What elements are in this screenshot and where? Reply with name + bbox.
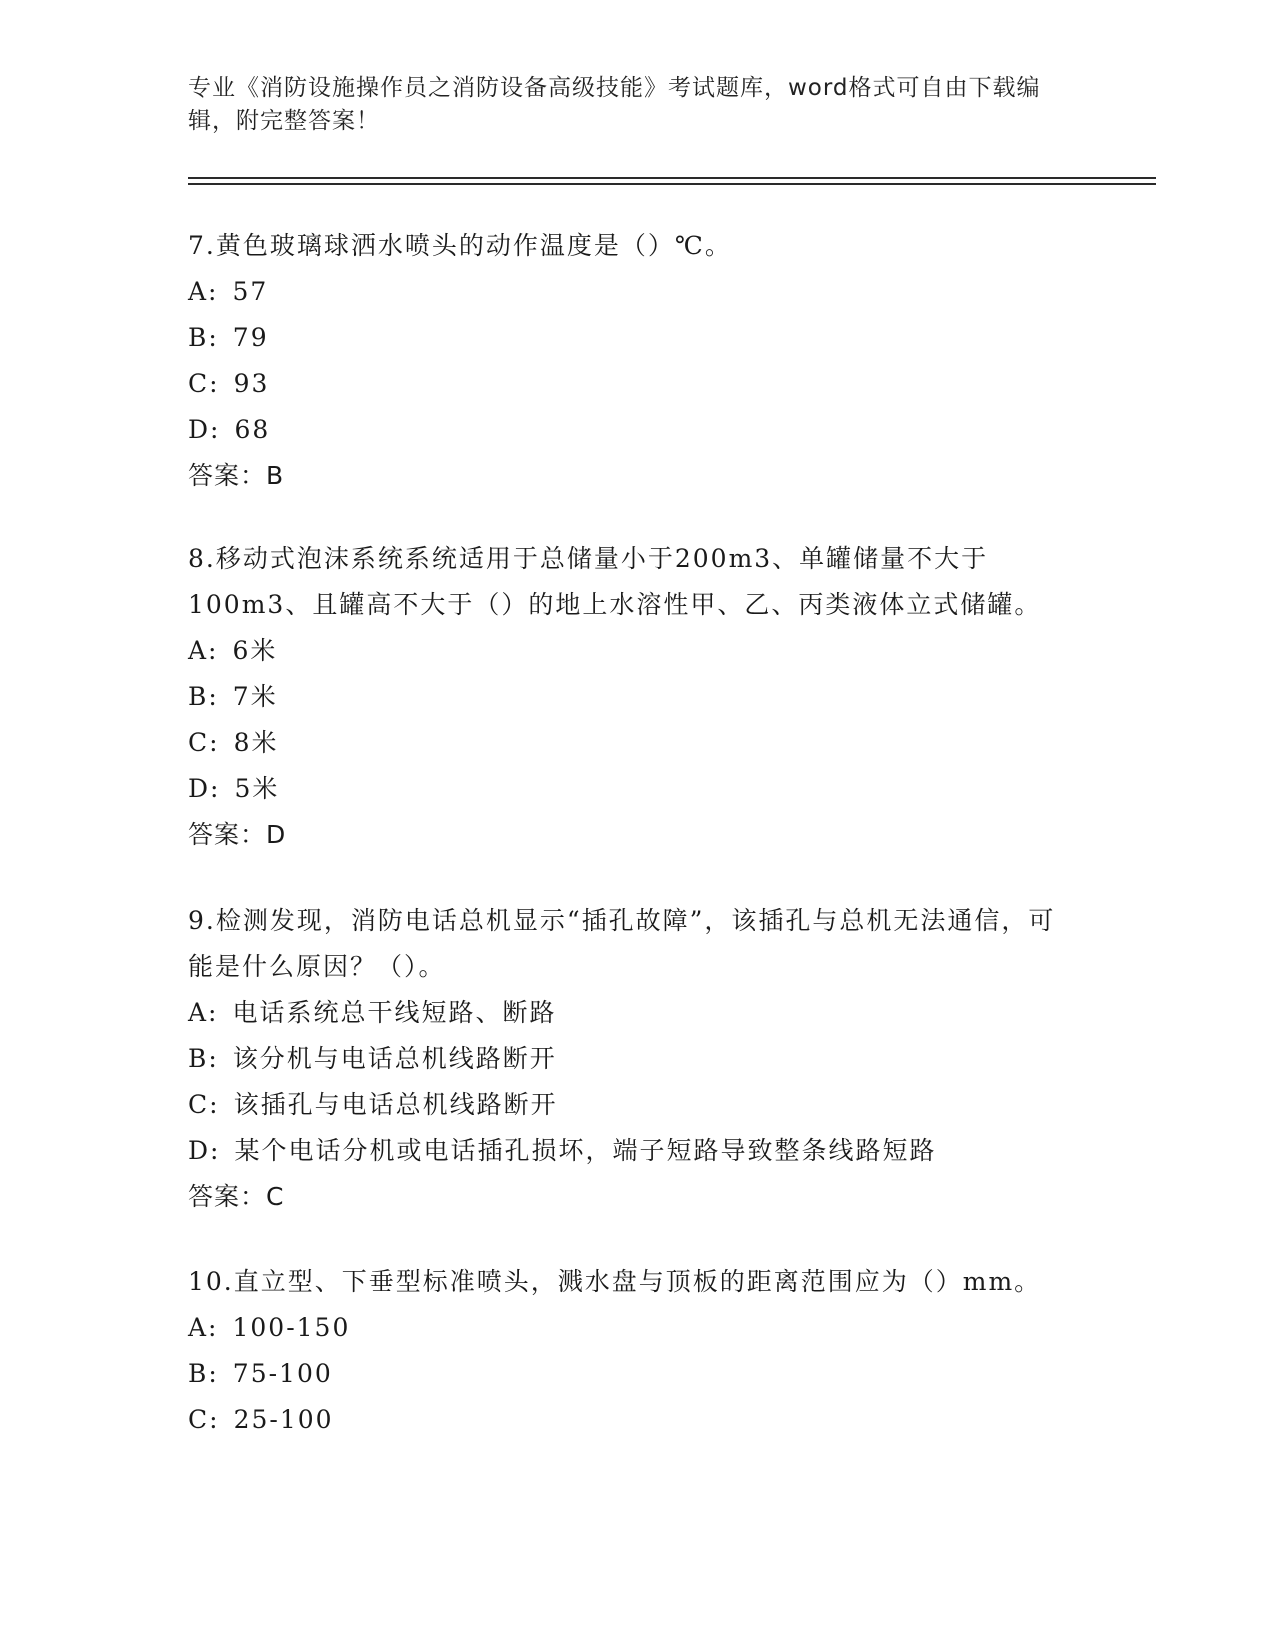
option-key: A: <box>188 636 219 665</box>
option-value: 57 <box>232 277 269 306</box>
option-key: C: <box>188 1090 220 1119</box>
question-text: 10.直立型、下垂型标准喷头，溅水盘与顶板的距离范围应为（）mm。 <box>188 1267 1042 1296</box>
option-value: 电话系统总干线短路、断路 <box>232 998 557 1027</box>
option-value: 75-100 <box>232 1359 333 1388</box>
option-d <box>188 1128 1068 1174</box>
header-note: 专业《消防设施操作员之消防设备高级技能》考试题库，word格式可自由下载编辑，附完整答案！ <box>188 75 1041 134</box>
option-key: C: <box>188 728 220 757</box>
option-value: 5米 <box>234 774 280 803</box>
option-value: 68 <box>234 415 271 444</box>
option-d <box>188 766 1068 812</box>
option-value: 25-100 <box>233 1405 334 1434</box>
option-a <box>188 1305 1068 1351</box>
option-value: 某个电话分机或电话插孔损坏，端子短路导致整条线路短路 <box>234 1136 937 1165</box>
option-key: C: <box>188 1405 220 1434</box>
question-text: 9.检测发现，消防电话总机显示“插孔故障”，该插孔与总机无法通信，可能是什么原因？（）。 <box>188 906 1056 981</box>
option-value: 该分机与电话总机线路断开 <box>232 1044 557 1073</box>
option-key: B: <box>188 1359 219 1388</box>
option-c <box>188 720 1068 766</box>
option-key: D: <box>188 415 221 444</box>
option-key: A: <box>188 1313 219 1342</box>
option-key: D: <box>188 774 221 803</box>
option-value: 100-150 <box>232 1313 351 1342</box>
option-key: D: <box>188 1136 221 1165</box>
option-key: B: <box>188 323 219 352</box>
option-c <box>188 361 1068 407</box>
question-8 <box>188 536 1068 858</box>
option-b <box>188 1036 1068 1082</box>
option-a <box>188 990 1068 1036</box>
option-d <box>188 407 1068 453</box>
answer: 答案：C <box>188 1182 285 1211</box>
question-10 <box>188 1259 1068 1443</box>
option-key: A: <box>188 998 219 1027</box>
question-9 <box>188 898 1068 1220</box>
option-value: 8米 <box>233 728 279 757</box>
answer: 答案：B <box>188 461 285 490</box>
option-key: A: <box>188 277 219 306</box>
option-value: 该插孔与电话总机线路断开 <box>233 1090 558 1119</box>
question-text: 8.移动式泡沫系统系统适用于总储量小于200m3、单罐储量不大于100m3、且罐高不大于（）的地上水溶性甲、乙、丙类液体立式储罐。 <box>188 544 1042 619</box>
question-text: 7.黄色玻璃球洒水喷头的动作温度是（）℃。 <box>188 231 732 260</box>
option-key: B: <box>188 1044 219 1073</box>
option-b <box>188 1351 1068 1397</box>
option-value: 6米 <box>232 636 278 665</box>
option-a <box>188 628 1068 674</box>
answer: 答案：D <box>188 820 287 849</box>
option-b <box>188 315 1068 361</box>
option-value: 79 <box>232 323 269 352</box>
option-value: 7米 <box>232 682 278 711</box>
header-divider-bottom <box>188 183 1156 185</box>
option-a <box>188 269 1068 315</box>
option-key: C: <box>188 369 220 398</box>
option-c <box>188 1082 1068 1128</box>
header-divider-top <box>188 177 1156 179</box>
option-b <box>188 674 1068 720</box>
question-7 <box>188 223 1068 499</box>
option-c <box>188 1397 1068 1443</box>
option-key: B: <box>188 682 219 711</box>
option-value: 93 <box>233 369 270 398</box>
